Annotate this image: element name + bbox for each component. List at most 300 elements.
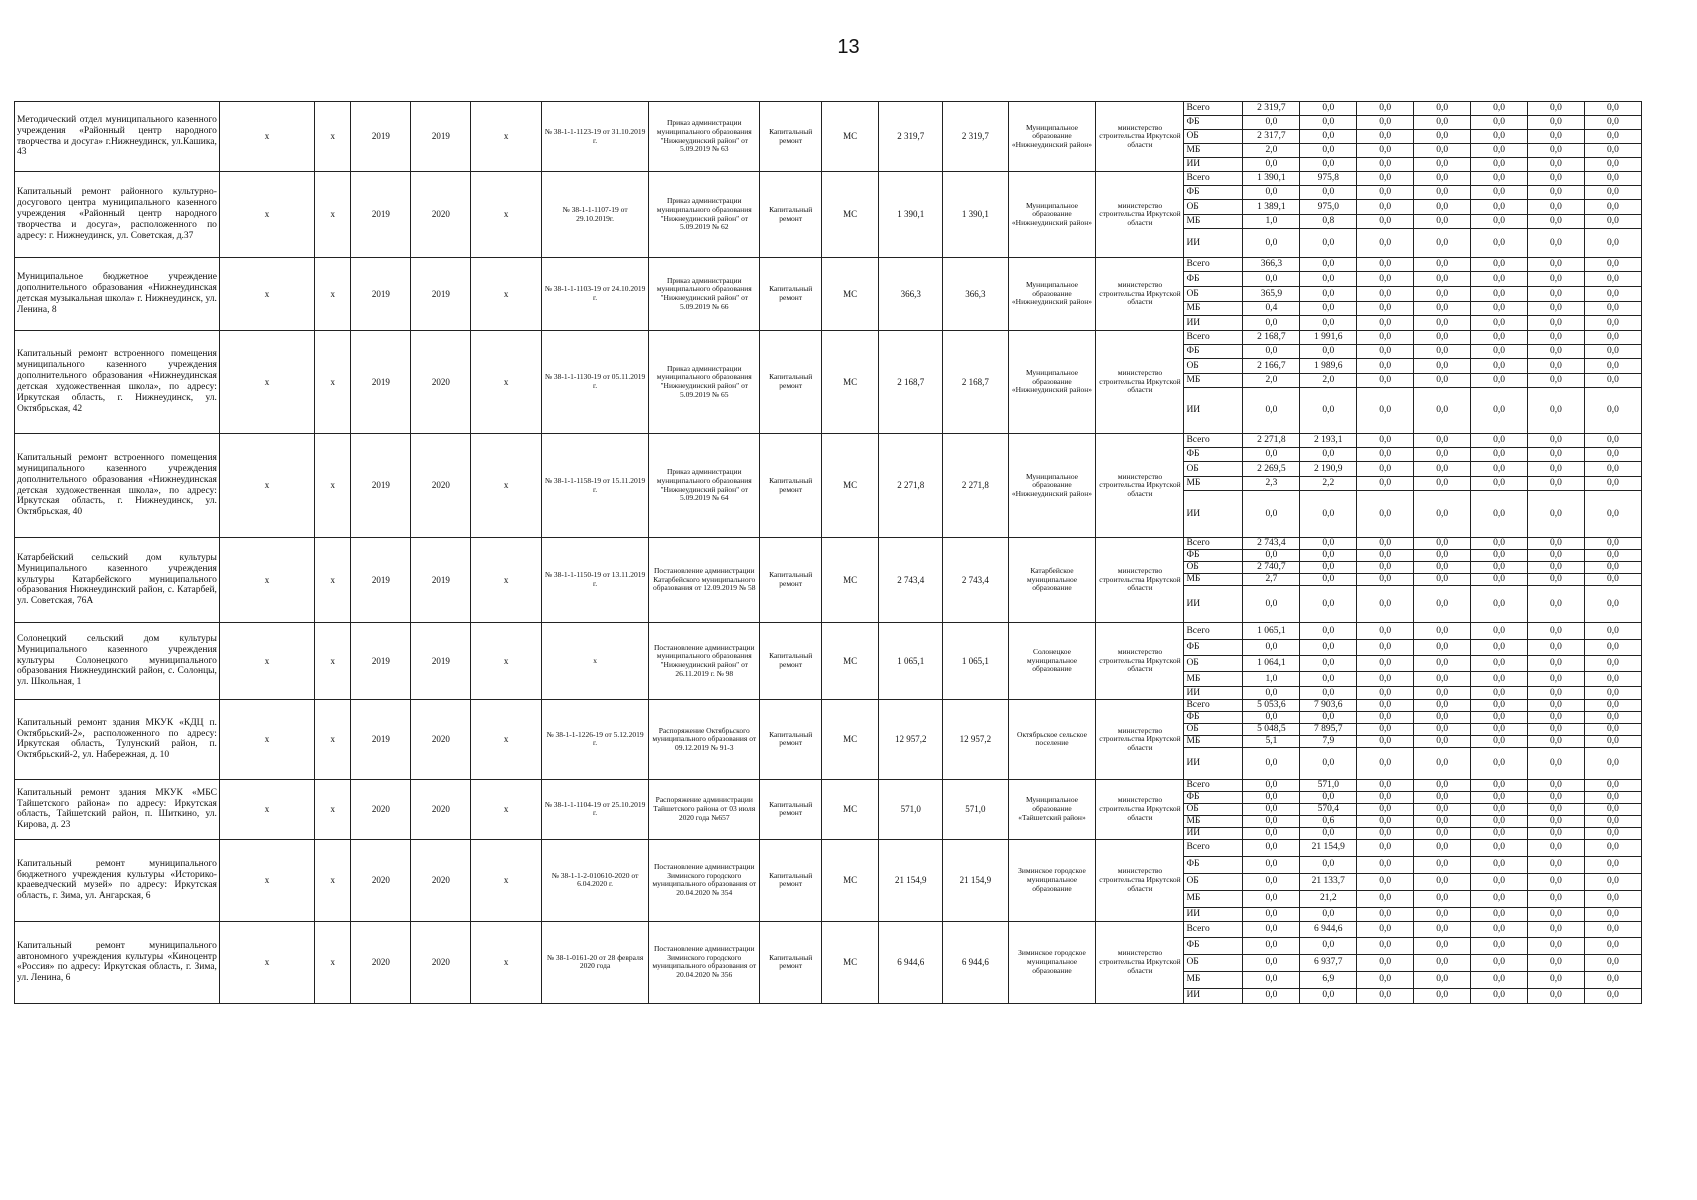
funding-value-cell: 0,0 xyxy=(1471,491,1528,538)
work-type-cell: Капитальный ремонт xyxy=(760,839,822,921)
ownership-cell: МС xyxy=(822,839,879,921)
funding-source-cell: ФБ xyxy=(1184,856,1243,873)
funding-value-cell: 0,0 xyxy=(1414,158,1471,172)
funding-value-cell: 0,0 xyxy=(1528,827,1585,839)
funding-source-cell: ФБ xyxy=(1184,186,1243,200)
funding-source-cell: ИИ xyxy=(1184,827,1243,839)
funding-value-cell: 0,0 xyxy=(1528,735,1585,747)
placeholder-x-cell: x xyxy=(471,331,541,434)
funding-value-cell: 0,0 xyxy=(1584,287,1641,302)
funding-value-cell: 0,0 xyxy=(1357,954,1414,971)
end-year-cell: 2020 xyxy=(411,921,471,1003)
funding-value-cell: 0,0 xyxy=(1357,186,1414,200)
funding-value-cell: 0,0 xyxy=(1471,640,1528,656)
funding-value-cell: 0,0 xyxy=(1414,272,1471,287)
funding-value-cell: 0,0 xyxy=(1528,287,1585,302)
funding-value-cell: 0,0 xyxy=(1528,791,1585,803)
decision-document-cell: Приказ администрации муниципального образования "Нижнеудинский район" от 5.09.2019 № 64 xyxy=(649,434,760,538)
funding-value-cell: 0,0 xyxy=(1584,272,1641,287)
placeholder-x-cell: x xyxy=(315,172,351,258)
funding-value-cell: 0,0 xyxy=(1357,550,1414,562)
ministry-cell: министерство строительства Иркутской области xyxy=(1096,172,1184,258)
funding-value-cell: 0,0 xyxy=(1357,272,1414,287)
funding-value-cell: 0,0 xyxy=(1471,287,1528,302)
funding-value-cell: 0,0 xyxy=(1471,215,1528,229)
funding-value-cell: 0,0 xyxy=(1357,873,1414,890)
funding-source-cell: МБ xyxy=(1184,815,1243,827)
table-row xyxy=(15,331,1642,345)
ministry-cell: министерство строительства Иркутской области xyxy=(1096,700,1184,780)
funding-value-cell: 0,0 xyxy=(1414,747,1471,779)
funding-value-cell: 0,0 xyxy=(1471,272,1528,287)
funding-value-cell: 21 154,9 xyxy=(1300,839,1357,856)
placeholder-x-cell: x xyxy=(471,102,541,172)
customer-cell: Муниципальное образование «Нижнеудинский район» xyxy=(1008,102,1096,172)
funding-value-cell: 0,0 xyxy=(1300,448,1357,462)
funding-value-cell: 0,0 xyxy=(1528,815,1585,827)
funding-value-cell: 0,0 xyxy=(1357,937,1414,954)
funding-value-cell: 0,0 xyxy=(1243,448,1300,462)
funding-value-cell: 0,0 xyxy=(1414,434,1471,448)
start-year-cell: 2019 xyxy=(351,102,411,172)
funding-source-cell: ОБ xyxy=(1184,359,1243,374)
estimated-cost-cell: 366,3 xyxy=(879,258,943,331)
funding-value-cell: 0,0 xyxy=(1300,747,1357,779)
funding-value-cell: 7 903,6 xyxy=(1300,700,1357,712)
object-name-cell: Капитальный ремонт муниципального бюджетного учреждения культуры «Историко-краеведческий музей» по адресу: Иркутская область, г. Зима, ул. Ангарская, 6 xyxy=(15,839,220,921)
customer-cell: Октябрьское сельское поселение xyxy=(1008,700,1096,780)
funding-value-cell: 0,0 xyxy=(1357,723,1414,735)
funding-value-cell: 0,0 xyxy=(1471,656,1528,672)
funding-value-cell: 0,0 xyxy=(1471,258,1528,272)
funding-value-cell: 21,2 xyxy=(1300,890,1357,907)
funding-value-cell: 0,0 xyxy=(1243,640,1300,656)
funding-value-cell: 2 317,7 xyxy=(1243,130,1300,144)
funding-value-cell: 0,0 xyxy=(1357,345,1414,359)
funding-value-cell: 0,0 xyxy=(1584,186,1641,200)
funding-value-cell: 0,0 xyxy=(1300,287,1357,302)
funding-value-cell: 0,0 xyxy=(1243,815,1300,827)
start-year-cell: 2019 xyxy=(351,331,411,434)
funding-value-cell: 0,0 xyxy=(1528,574,1585,586)
estimated-cost-cell: 6 944,6 xyxy=(879,921,943,1003)
funding-value-cell: 0,0 xyxy=(1471,890,1528,907)
funding-value-cell: 0,0 xyxy=(1357,448,1414,462)
funding-value-cell: 0,0 xyxy=(1528,937,1585,954)
funding-value-cell: 0,0 xyxy=(1414,574,1471,586)
funding-value-cell: 0,0 xyxy=(1300,229,1357,258)
funding-source-cell: МБ xyxy=(1184,374,1243,388)
ownership-cell: МС xyxy=(822,700,879,780)
funding-value-cell: 0,0 xyxy=(1357,700,1414,712)
funding-source-cell: ФБ xyxy=(1184,550,1243,562)
funding-value-cell: 0,0 xyxy=(1471,623,1528,640)
funding-value-cell: 0,0 xyxy=(1357,574,1414,586)
ministry-cell: министерство строительства Иркутской области xyxy=(1096,921,1184,1003)
funding-value-cell: 0,0 xyxy=(1528,672,1585,687)
object-name-cell: Капитальный ремонт встроенного помещения муниципального казенного учреждения дополнительного образования «Нижнеудинская детская художественная школа», по адресу: Иркутская область, г. Нижнеудинск, ул. Октябрьская, 42 xyxy=(15,331,220,434)
placeholder-x-cell: x xyxy=(315,623,351,700)
placeholder-x-cell: x xyxy=(471,779,541,839)
table-row xyxy=(15,172,1642,186)
funding-value-cell: 0,0 xyxy=(1528,258,1585,272)
object-name-cell: Капитальный ремонт муниципального автономного учреждения культуры «Киноцентр «Россия» по адресу: Иркутская область, г. Зима, ул. Ленина, 6 xyxy=(15,921,220,1003)
placeholder-x-cell: x xyxy=(219,434,314,538)
funding-value-cell: 0,0 xyxy=(1584,158,1641,172)
funding-value-cell: 0,0 xyxy=(1528,374,1585,388)
funding-value-cell: 0,0 xyxy=(1584,907,1641,921)
funding-value-cell: 0,0 xyxy=(1414,448,1471,462)
funding-value-cell: 0,0 xyxy=(1414,779,1471,791)
funding-value-cell: 0,0 xyxy=(1471,477,1528,491)
funding-value-cell: 0,0 xyxy=(1414,971,1471,988)
funding-value-cell: 0,0 xyxy=(1357,388,1414,434)
funding-value-cell: 0,0 xyxy=(1357,672,1414,687)
funding-value-cell: 2 168,7 xyxy=(1243,331,1300,345)
funding-value-cell: 0,0 xyxy=(1584,735,1641,747)
funding-value-cell: 0,0 xyxy=(1357,477,1414,491)
funding-value-cell: 0,0 xyxy=(1357,839,1414,856)
funding-value-cell: 0,0 xyxy=(1243,907,1300,921)
funding-value-cell: 0,0 xyxy=(1528,873,1585,890)
funding-value-cell: 0,0 xyxy=(1357,302,1414,316)
funding-value-cell: 0,0 xyxy=(1243,921,1300,937)
table-row xyxy=(15,700,1642,712)
funding-source-cell: ФБ xyxy=(1184,640,1243,656)
funding-value-cell: 0,0 xyxy=(1471,462,1528,477)
limit-cost-cell: 571,0 xyxy=(943,779,1008,839)
start-year-cell: 2019 xyxy=(351,434,411,538)
funding-value-cell: 0,0 xyxy=(1243,550,1300,562)
placeholder-x-cell: x xyxy=(219,839,314,921)
funding-value-cell: 0,0 xyxy=(1357,735,1414,747)
funding-value-cell: 0,0 xyxy=(1357,434,1414,448)
funding-value-cell: 0,0 xyxy=(1357,331,1414,345)
funding-value-cell: 1,0 xyxy=(1243,215,1300,229)
funding-value-cell: 0,0 xyxy=(1300,116,1357,130)
funding-value-cell: 0,0 xyxy=(1414,215,1471,229)
ownership-cell: МС xyxy=(822,172,879,258)
funding-value-cell: 0,0 xyxy=(1584,856,1641,873)
funding-value-cell: 366,3 xyxy=(1243,258,1300,272)
funding-value-cell: 0,0 xyxy=(1357,172,1414,186)
funding-value-cell: 0,0 xyxy=(1357,374,1414,388)
funding-value-cell: 0,0 xyxy=(1584,130,1641,144)
funding-value-cell: 0,0 xyxy=(1528,779,1585,791)
funding-value-cell: 0,0 xyxy=(1300,988,1357,1003)
funding-value-cell: 0,0 xyxy=(1528,388,1585,434)
funding-value-cell: 0,0 xyxy=(1471,229,1528,258)
funding-source-cell: ИИ xyxy=(1184,586,1243,623)
funding-value-cell: 0,0 xyxy=(1584,988,1641,1003)
funding-value-cell: 0,0 xyxy=(1471,562,1528,574)
funding-source-cell: ФБ xyxy=(1184,272,1243,287)
funding-value-cell: 0,0 xyxy=(1414,735,1471,747)
funding-value-cell: 0,0 xyxy=(1584,623,1641,640)
work-type-cell: Капитальный ремонт xyxy=(760,921,822,1003)
placeholder-x-cell: x xyxy=(315,258,351,331)
start-year-cell: 2019 xyxy=(351,623,411,700)
funding-value-cell: 0,0 xyxy=(1357,462,1414,477)
decision-document-cell: Постановление администрации Зиминского городского муниципального образования от 20.04.2020 № 356 xyxy=(649,921,760,1003)
customer-cell: Муниципальное образование «Тайшетский район» xyxy=(1008,779,1096,839)
funding-value-cell: 2,3 xyxy=(1243,477,1300,491)
funding-value-cell: 0,0 xyxy=(1471,856,1528,873)
funding-value-cell: 0,0 xyxy=(1414,712,1471,724)
funding-value-cell: 21 133,7 xyxy=(1300,873,1357,890)
funding-source-cell: Всего xyxy=(1184,172,1243,186)
expertise-conclusion-cell: № 38-1-1-2-010610-2020 от 6.04.2020 г. xyxy=(541,839,649,921)
customer-cell: Зиминское городское муниципальное образование xyxy=(1008,921,1096,1003)
funding-value-cell: 2 190,9 xyxy=(1300,462,1357,477)
funding-value-cell: 0,0 xyxy=(1584,839,1641,856)
funding-value-cell: 0,0 xyxy=(1414,873,1471,890)
table-row xyxy=(15,258,1642,272)
table-row xyxy=(15,102,1642,116)
funding-value-cell: 0,0 xyxy=(1357,623,1414,640)
placeholder-x-cell: x xyxy=(471,258,541,331)
funding-value-cell: 0,0 xyxy=(1243,856,1300,873)
funding-source-cell: МБ xyxy=(1184,215,1243,229)
funding-value-cell: 0,0 xyxy=(1471,158,1528,172)
funding-value-cell: 0,0 xyxy=(1584,656,1641,672)
funding-value-cell: 0,0 xyxy=(1471,359,1528,374)
funding-source-cell: ИИ xyxy=(1184,316,1243,331)
funding-value-cell: 0,0 xyxy=(1584,672,1641,687)
funding-value-cell: 0,0 xyxy=(1243,803,1300,815)
expertise-conclusion-cell: № 38-1-1-1123-19 от 31.10.2019 г. xyxy=(541,102,649,172)
decision-document-cell: Приказ администрации муниципального образования "Нижнеудинский район" от 5.09.2019 № 66 xyxy=(649,258,760,331)
funding-value-cell: 0,0 xyxy=(1414,856,1471,873)
funding-value-cell: 0,0 xyxy=(1300,907,1357,921)
funding-value-cell: 0,0 xyxy=(1471,550,1528,562)
funding-value-cell: 0,0 xyxy=(1471,735,1528,747)
funding-value-cell: 0,0 xyxy=(1357,215,1414,229)
funding-value-cell: 0,0 xyxy=(1243,971,1300,988)
funding-value-cell: 0,0 xyxy=(1357,586,1414,623)
funding-value-cell: 975,0 xyxy=(1300,200,1357,215)
start-year-cell: 2019 xyxy=(351,172,411,258)
funding-value-cell: 0,0 xyxy=(1471,672,1528,687)
funding-source-cell: Всего xyxy=(1184,921,1243,937)
funding-value-cell: 0,8 xyxy=(1300,215,1357,229)
placeholder-x-cell: x xyxy=(471,623,541,700)
funding-value-cell: 0,0 xyxy=(1584,700,1641,712)
funding-value-cell: 0,0 xyxy=(1528,921,1585,937)
funding-value-cell: 0,0 xyxy=(1357,827,1414,839)
end-year-cell: 2020 xyxy=(411,839,471,921)
funding-value-cell: 0,0 xyxy=(1357,815,1414,827)
funding-value-cell: 0,0 xyxy=(1528,550,1585,562)
funding-source-cell: МБ xyxy=(1184,672,1243,687)
funding-value-cell: 0,0 xyxy=(1300,562,1357,574)
expertise-conclusion-cell: № 38-1-1-1103-19 от 24.10.2019 г. xyxy=(541,258,649,331)
funding-value-cell: 7,9 xyxy=(1300,735,1357,747)
decision-document-cell: Постановление администрации Зиминского городского муниципального образования от 20.04.2020 № 354 xyxy=(649,839,760,921)
expertise-conclusion-cell: № 38-1-1-1226-19 от 5.12.2019 г. xyxy=(541,700,649,780)
funding-value-cell: 0,0 xyxy=(1528,144,1585,158)
funding-value-cell: 0,0 xyxy=(1471,302,1528,316)
funding-source-cell: МБ xyxy=(1184,302,1243,316)
funding-value-cell: 2,0 xyxy=(1300,374,1357,388)
object-name-cell: Капитальный ремонт встроенного помещения муниципального казенного учреждения дополнительного образования «Нижнеудинская детская художественная школа», по адресу: Иркутская область, г. Нижнеудинск, ул. Октябрьская, 40 xyxy=(15,434,220,538)
object-name-cell: Капитальный ремонт районного культурно-досугового центра муниципального казенного учреждения «Районный центр народного творчества и досуга», расположенного по адресу: г. Нижнеудинск, ул. Советская, д.37 xyxy=(15,172,220,258)
funding-value-cell: 0,0 xyxy=(1528,331,1585,345)
funding-value-cell: 0,0 xyxy=(1414,623,1471,640)
funding-source-cell: МБ xyxy=(1184,574,1243,586)
funding-source-cell: Всего xyxy=(1184,258,1243,272)
estimated-cost-cell: 12 957,2 xyxy=(879,700,943,780)
funding-value-cell: 0,0 xyxy=(1471,723,1528,735)
funding-value-cell: 0,0 xyxy=(1528,856,1585,873)
placeholder-x-cell: x xyxy=(315,102,351,172)
decision-document-cell: Распоряжение Октябрьского муниципального образования от 09.12.2019 № 91-3 xyxy=(649,700,760,780)
customer-cell: Солонецкое муниципальное образование xyxy=(1008,623,1096,700)
funding-value-cell: 0,0 xyxy=(1528,803,1585,815)
work-type-cell: Капитальный ремонт xyxy=(760,700,822,780)
funding-source-cell: ОБ xyxy=(1184,130,1243,144)
placeholder-x-cell: x xyxy=(471,921,541,1003)
table-row xyxy=(15,779,1642,791)
expertise-conclusion-cell: № 38-1-1-1158-19 от 15.11.2019 г. xyxy=(541,434,649,538)
limit-cost-cell: 1 390,1 xyxy=(943,172,1008,258)
funding-value-cell: 0,0 xyxy=(1300,102,1357,116)
funding-value-cell: 0,0 xyxy=(1300,672,1357,687)
funding-source-cell: ОБ xyxy=(1184,656,1243,672)
expertise-conclusion-cell: № 38-1-1-1130-19 от 05.11.2019 г. xyxy=(541,331,649,434)
funding-value-cell: 0,0 xyxy=(1300,538,1357,550)
funding-value-cell: 0,0 xyxy=(1414,331,1471,345)
funding-value-cell: 0,0 xyxy=(1357,747,1414,779)
funding-value-cell: 0,0 xyxy=(1300,388,1357,434)
funding-value-cell: 0,0 xyxy=(1584,747,1641,779)
funding-value-cell: 0,0 xyxy=(1584,971,1641,988)
funding-value-cell: 570,4 xyxy=(1300,803,1357,815)
funding-value-cell: 0,0 xyxy=(1357,921,1414,937)
start-year-cell: 2019 xyxy=(351,538,411,623)
placeholder-x-cell: x xyxy=(315,538,351,623)
funding-value-cell: 6 937,7 xyxy=(1300,954,1357,971)
ownership-cell: МС xyxy=(822,434,879,538)
funding-value-cell: 0,0 xyxy=(1357,640,1414,656)
estimated-cost-cell: 2 319,7 xyxy=(879,102,943,172)
funding-value-cell: 0,0 xyxy=(1414,287,1471,302)
funding-value-cell: 0,0 xyxy=(1357,791,1414,803)
funding-value-cell: 975,8 xyxy=(1300,172,1357,186)
funding-value-cell: 0,0 xyxy=(1357,656,1414,672)
funding-value-cell: 0,0 xyxy=(1584,102,1641,116)
funding-value-cell: 0,0 xyxy=(1414,538,1471,550)
funding-value-cell: 7 895,7 xyxy=(1300,723,1357,735)
funding-source-cell: МБ xyxy=(1184,890,1243,907)
funding-value-cell: 0,0 xyxy=(1300,158,1357,172)
funding-value-cell: 0,0 xyxy=(1528,538,1585,550)
funding-value-cell: 0,0 xyxy=(1300,937,1357,954)
limit-cost-cell: 6 944,6 xyxy=(943,921,1008,1003)
estimated-cost-cell: 2 168,7 xyxy=(879,331,943,434)
end-year-cell: 2019 xyxy=(411,102,471,172)
funding-value-cell: 5 048,5 xyxy=(1243,723,1300,735)
end-year-cell: 2020 xyxy=(411,779,471,839)
funding-value-cell: 1 389,1 xyxy=(1243,200,1300,215)
start-year-cell: 2019 xyxy=(351,700,411,780)
decision-document-cell: Приказ администрации муниципального образования "Нижнеудинский район" от 5.09.2019 № 62 xyxy=(649,172,760,258)
funding-source-cell: ИИ xyxy=(1184,747,1243,779)
funding-value-cell: 0,0 xyxy=(1243,316,1300,331)
funding-value-cell: 0,0 xyxy=(1300,640,1357,656)
funding-source-cell: ФБ xyxy=(1184,116,1243,130)
funding-value-cell: 0,0 xyxy=(1414,345,1471,359)
funding-value-cell: 0,0 xyxy=(1584,937,1641,954)
end-year-cell: 2019 xyxy=(411,623,471,700)
decision-document-cell: Приказ администрации муниципального образования "Нижнеудинский район" от 5.09.2019 № 63 xyxy=(649,102,760,172)
funding-value-cell: 0,0 xyxy=(1584,640,1641,656)
funding-value-cell: 0,0 xyxy=(1584,116,1641,130)
funding-value-cell: 0,0 xyxy=(1243,712,1300,724)
ministry-cell: министерство строительства Иркутской области xyxy=(1096,434,1184,538)
funding-value-cell: 0,0 xyxy=(1357,856,1414,873)
funding-value-cell: 0,0 xyxy=(1528,700,1585,712)
work-type-cell: Капитальный ремонт xyxy=(760,331,822,434)
object-name-cell: Солонецкий сельский дом культуры Муниципального казенного учреждения культуры Солонецкого муниципального образования Нижнеудинский район, с. Солонцы, ул. Школьная, 1 xyxy=(15,623,220,700)
funding-value-cell: 0,0 xyxy=(1584,316,1641,331)
work-type-cell: Капитальный ремонт xyxy=(760,434,822,538)
funding-value-cell: 2 166,7 xyxy=(1243,359,1300,374)
funding-value-cell: 0,0 xyxy=(1584,803,1641,815)
funding-value-cell: 0,0 xyxy=(1584,491,1641,538)
funding-value-cell: 0,0 xyxy=(1357,130,1414,144)
funding-value-cell: 0,0 xyxy=(1528,116,1585,130)
funding-value-cell: 0,0 xyxy=(1584,144,1641,158)
placeholder-x-cell: x xyxy=(315,434,351,538)
object-name-cell: Капитальный ремонт здания МКУК «КДЦ п. Октябрьский-2», расположенного по адресу: Иркутская область, Тулунский район, п. Октябрьский-2, ул. Набережная, д. 10 xyxy=(15,700,220,780)
funding-value-cell: 0,0 xyxy=(1414,907,1471,921)
placeholder-x-cell: x xyxy=(315,779,351,839)
funding-value-cell: 0,6 xyxy=(1300,815,1357,827)
funding-value-cell: 0,0 xyxy=(1471,839,1528,856)
funding-value-cell: 0,0 xyxy=(1300,272,1357,287)
customer-cell: Муниципальное образование «Нижнеудинский район» xyxy=(1008,434,1096,538)
placeholder-x-cell: x xyxy=(315,839,351,921)
funding-value-cell: 0,0 xyxy=(1584,538,1641,550)
funding-value-cell: 0,0 xyxy=(1414,723,1471,735)
funding-value-cell: 2 743,4 xyxy=(1243,538,1300,550)
funding-value-cell: 0,0 xyxy=(1414,477,1471,491)
ministry-cell: министерство строительства Иркутской области xyxy=(1096,102,1184,172)
funding-value-cell: 0,0 xyxy=(1528,448,1585,462)
funding-value-cell: 0,0 xyxy=(1300,144,1357,158)
funding-value-cell: 0,0 xyxy=(1243,988,1300,1003)
funding-value-cell: 0,0 xyxy=(1357,229,1414,258)
funding-value-cell: 0,0 xyxy=(1357,779,1414,791)
funding-value-cell: 0,0 xyxy=(1471,988,1528,1003)
funding-source-cell: ИИ xyxy=(1184,907,1243,921)
funding-value-cell: 0,0 xyxy=(1243,388,1300,434)
funding-value-cell: 0,0 xyxy=(1357,359,1414,374)
funding-value-cell: 0,0 xyxy=(1357,907,1414,921)
placeholder-x-cell: x xyxy=(219,538,314,623)
limit-cost-cell: 2 271,8 xyxy=(943,434,1008,538)
funding-value-cell: 1 065,1 xyxy=(1243,623,1300,640)
funding-value-cell: 0,0 xyxy=(1357,491,1414,538)
funding-value-cell: 0,0 xyxy=(1528,316,1585,331)
placeholder-x-cell: x xyxy=(315,331,351,434)
funding-value-cell: 0,0 xyxy=(1528,477,1585,491)
ownership-cell: МС xyxy=(822,623,879,700)
funding-source-cell: МБ xyxy=(1184,144,1243,158)
funding-source-cell: ОБ xyxy=(1184,200,1243,215)
funding-value-cell: 0,0 xyxy=(1300,316,1357,331)
